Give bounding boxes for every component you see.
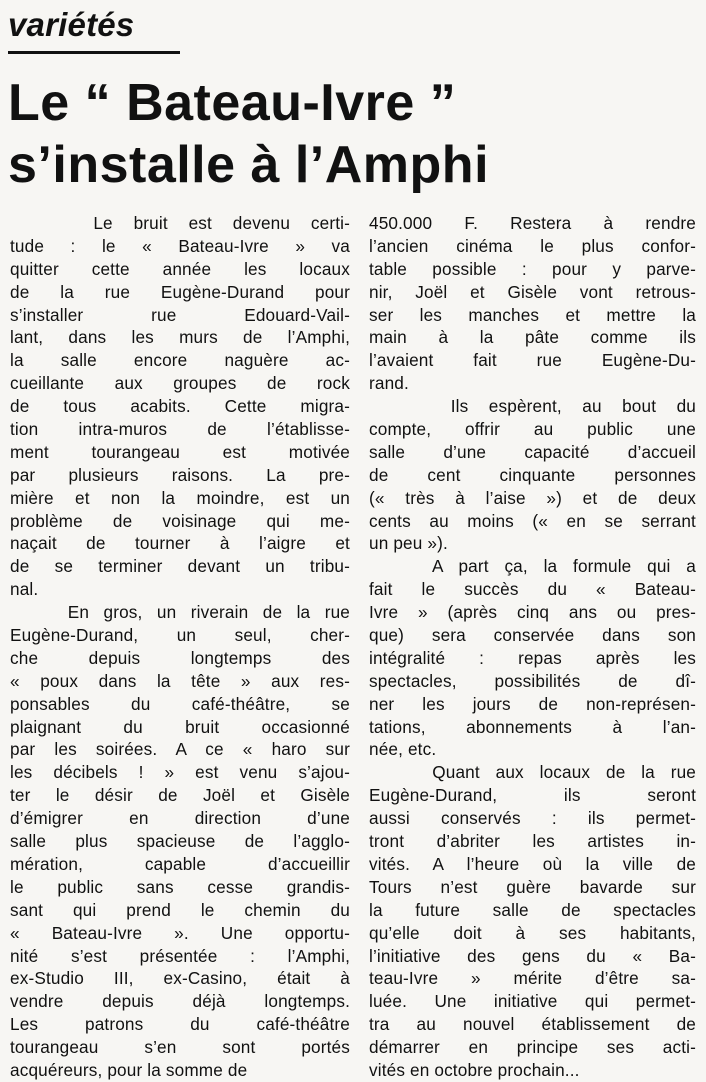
article-text-line: Eugène-Durand, ils seront: [369, 785, 696, 806]
article-text-line: la future salle de spectacles: [369, 899, 696, 920]
article-text-line: 450.000 F. Restera à rendre: [369, 213, 696, 233]
article-text-line: nal.: [10, 579, 39, 600]
article-text-line: d’émigrer en direction d’une: [10, 808, 350, 829]
article-text-line: vendre depuis déjà longtemps.: [10, 991, 350, 1012]
article-text-line: salle d’une capacité d’accueil: [369, 441, 696, 462]
article-text-line: ner les jours de non-représen-: [369, 693, 696, 714]
article-text-line: ex-Studio III, ex-Casino, était à: [10, 968, 350, 989]
article-text-line: quitter cette année les locaux: [10, 258, 350, 279]
article-text-line: s’installer rue Edouard-Vail-: [10, 304, 350, 325]
article-headline: [8, 72, 698, 202]
article-text-line: compte, offrir au public une: [369, 419, 696, 440]
article-text-line: « Bateau-Ivre ». Une opportu-: [10, 922, 350, 943]
article-text-line: Eugène-Durand, un seul, cher-: [10, 625, 350, 646]
article-text-line: tront d’abriter les artistes in-: [369, 831, 696, 852]
headline-line-2: s’installe à l’Amphi: [8, 136, 490, 194]
article-text-line: (« très à l’aise ») et de deux: [369, 487, 696, 508]
article-text-line: le public sans cesse grandis-: [10, 876, 350, 897]
article-text-line: A part ça, la formule qui a: [369, 556, 696, 577]
article-text-line: démarrer en principe ses acti-: [369, 1037, 696, 1058]
article-text-line: qu’elle doit à ses habitants,: [369, 922, 696, 943]
article-text-line: aussi conservés : ils permet-: [369, 808, 696, 829]
article-text-line: cueillante aux groupes de rock: [10, 373, 350, 394]
article-text-line: un peu »).: [369, 533, 448, 554]
article-text-line: spectacles, possibilités de dî-: [369, 670, 696, 691]
article-text-line: tion intra-muros de l’établisse-: [10, 419, 350, 440]
article-text-line: de la rue Eugène-Durand pour: [10, 281, 350, 302]
article-text-line: fait le succès du « Bateau-: [369, 579, 696, 600]
article-text-line: la salle encore naguère ac-: [10, 350, 350, 371]
section-underline: [8, 51, 180, 54]
article-text-line: rand.: [369, 373, 409, 394]
article-text-line: salle plus spacieuse de l’agglo-: [10, 831, 350, 852]
article-text-line: che depuis longtemps des: [10, 647, 350, 668]
article-text-line: l’avaient fait rue Eugène-Du-: [369, 350, 696, 371]
article-text-line: « poux dans la tête » aux res-: [10, 670, 350, 691]
article-text-line: lant, dans les murs de l’Amphi,: [10, 327, 350, 348]
article-text-line: mération, capable d’accueillir: [10, 853, 350, 874]
article-text-line: tations, abonnements à l’an-: [369, 716, 696, 737]
article-text-line: ment tourangeau est motivée: [10, 441, 350, 462]
article-text-line: tra au nouvel établissement de: [369, 1014, 696, 1035]
article-text-line: de cent cinquante personnes: [369, 464, 696, 485]
article-text-line: Quant aux locaux de la rue: [369, 762, 696, 783]
article-text-line: plaignant du bruit occasionné: [10, 716, 350, 737]
article-text-line: vités. A l’heure où la ville de: [369, 853, 696, 874]
article-text-line: luée. Une initiative qui permet-: [369, 991, 696, 1012]
article-text-line: vités en octobre prochain...: [369, 1059, 580, 1080]
article-text-line: Ivre » (après cinq ans ou pres-: [369, 602, 696, 623]
article-text-line: tude : le « Bateau-Ivre » va: [10, 235, 350, 256]
article-text-line: par plusieurs raisons. La pre-: [10, 464, 350, 485]
article-text-line: ponsables du café-théâtre, se: [10, 693, 350, 714]
section-rubric: [8, 4, 188, 62]
headline-line-1: Le “ Bateau-Ivre ”: [8, 74, 457, 132]
article-text-line: intégralité : repas après les: [369, 647, 696, 668]
article-text-line: Le bruit est devenu certi-: [10, 213, 350, 233]
section-label: variétés: [8, 6, 135, 43]
article-text-line: Ils espèrent, au bout du: [369, 396, 696, 417]
article-text-line: Tours n’est guère bavarde sur: [369, 876, 696, 897]
article-text-line: que) sera conservée dans son: [369, 625, 696, 646]
article-text-line: problème de voisinage qui me-: [10, 510, 350, 531]
article-text-line: En gros, un riverain de la rue: [10, 602, 350, 623]
article-text-line: ser les manches et mettre la: [369, 304, 696, 325]
article-text-line: de se terminer devant un tribu-: [10, 556, 350, 577]
article-text-line: mière et non la moindre, est un: [10, 487, 350, 508]
article-column-right: [369, 212, 696, 1082]
article-text-line: naçait de tourner à l’aigre et: [10, 533, 350, 554]
article-text-line: tourangeau s’en sont portés: [10, 1037, 350, 1058]
article-column-left: [10, 212, 350, 1082]
article-text-line: les décibels ! » est venu s’ajou-: [10, 762, 350, 783]
article-text-line: sant qui prend le chemin du: [10, 899, 350, 920]
article-text-line: table possible : pour y parve-: [369, 258, 696, 279]
article-text-line: née, etc.: [369, 739, 437, 760]
article-text-line: l’ancien cinéma le plus confor-: [369, 235, 696, 256]
article-text-line: nir, Joël et Gisèle vont retrous-: [369, 281, 696, 302]
article-text-line: teau-Ivre » mérite d’être sa-: [369, 968, 696, 989]
article-text-line: nité s’est présentée : l’Amphi,: [10, 945, 350, 966]
article-text-line: Les patrons du café-théâtre: [10, 1014, 350, 1035]
article-text-line: de tous acabits. Cette migra-: [10, 396, 350, 417]
article-text-line: par les soirées. A ce « haro sur: [10, 739, 350, 760]
article-text-line: cents au moins (« en se serrant: [369, 510, 696, 531]
article-text-line: main à la pâte comme ils: [369, 327, 696, 348]
article-text-line: l’initiative des gens du « Ba-: [369, 945, 696, 966]
article-text-line: acquéreurs, pour la somme de: [10, 1059, 248, 1080]
article-text-line: ter le désir de Joël et Gisèle: [10, 785, 350, 806]
